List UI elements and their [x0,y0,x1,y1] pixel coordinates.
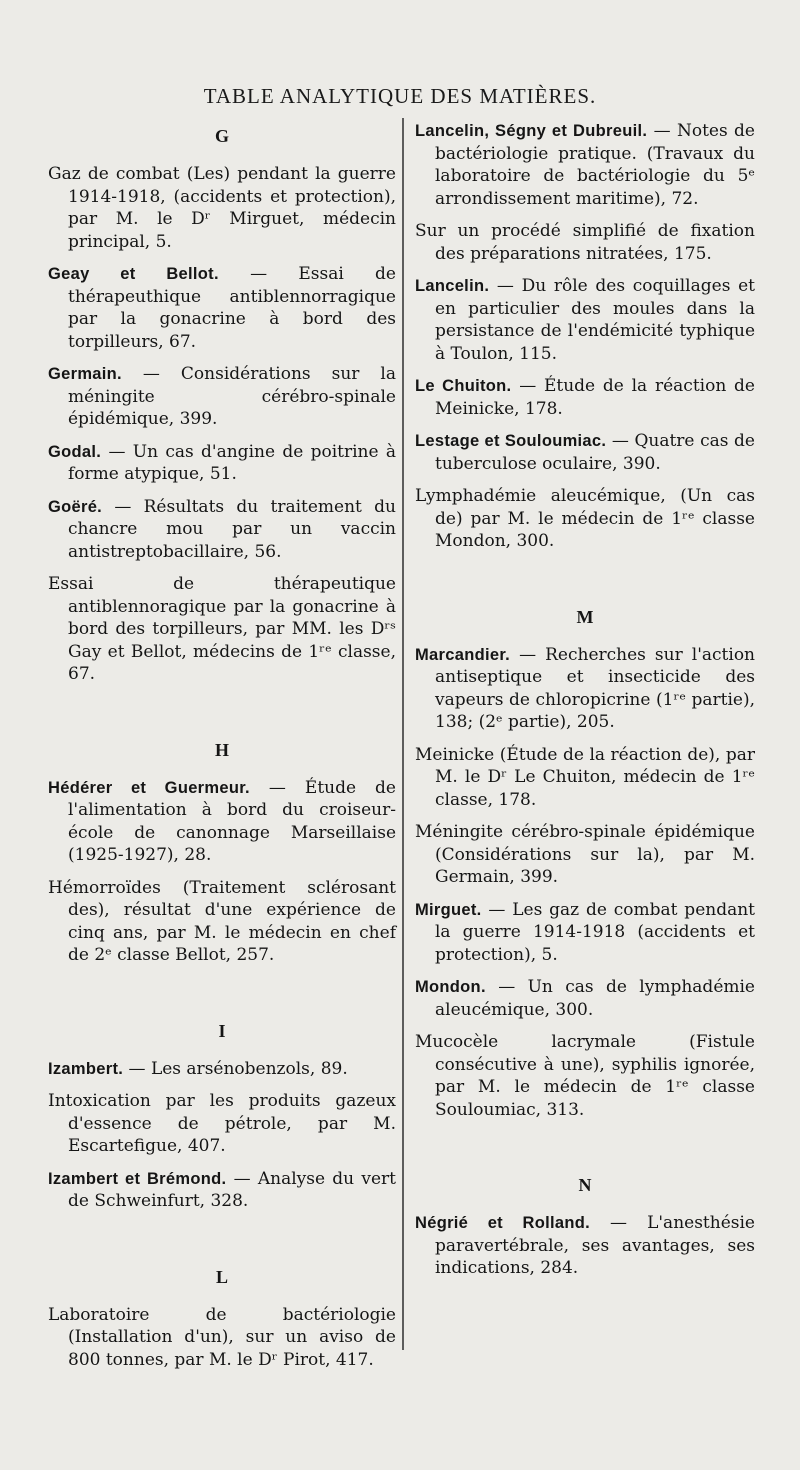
index-entry [415,485,755,553]
section-spacer [48,977,396,1015]
entry-text: Mucocèle lacrymale (Fistule consécutive à une), syphilis ignorée, par M. le médecin de 1ʳᵉ classe Souloumiac, 313. [415,1032,755,1120]
entry-text: — Résultats du traitement du chancre mou par un vaccin antistreptobacillaire, 56. [68,496,396,562]
index-entry [415,120,755,210]
entry-author: Marcandier. [415,645,511,664]
entry-text: Méningite cérébro-spinale épidémique (Considérations sur la), par M. Germain, 399. [415,822,755,887]
page-title: TABLE ANALYTIQUE DES MATIÈRES. [203,84,597,108]
entry-text: Hémorroïdes (Traitement sclérosant des), résultat d'une expérience de cinq ans, par M. le médecin en chef de 2ᵉ classe Bellot, 257. [48,877,396,965]
entry-author: Mirguet. [415,900,482,919]
column-divider [402,118,404,1350]
index-entry [415,899,755,967]
index-entry [415,744,755,812]
entry-author: Lestage et Souloumiac. [415,432,607,450]
entry-text: Gaz de combat (Les) pendant la guerre 1914-1918, (accidents et protection), par M. le Dʳ Mirguet, médecin principal, 5. [48,164,396,252]
entry-author: Négrié et Rolland. [415,1214,590,1232]
entry-author: Izambert et Brémond. [48,1169,227,1188]
index-entry [48,777,396,867]
index-entry [48,573,396,686]
index-entry [48,496,396,564]
index-entry [415,976,755,1021]
entry-text: — Analyse du vert de Schweinfurt, 328. [68,1168,396,1211]
entry-text: — L'anesthésie paravertébrale, ses avantages, ses indications, 284. [435,1213,755,1278]
index-entry [48,441,396,486]
section-spacer [48,1223,396,1261]
index-entry [48,363,396,431]
entry-author: Mondon. [415,978,486,996]
section-letter: H [214,739,229,760]
entry-author: Geay et Bellot. [48,265,219,283]
section-spacer [415,563,755,601]
entry-text: — Étude de l'alimentation à bord du croiseur-école de canonnage Marseillaise (1925-1927), 28. [68,777,396,865]
section-spacer [48,696,396,734]
entry-text: — Les arsénobenzols, 89. [123,1058,348,1079]
entry-text: — Du rôle des coquillages et en particulier des moules dans la persistance de l'endémicité typhique à Toulon, 115. [435,276,755,364]
index-entry [48,1058,396,1081]
index-entry [48,163,396,253]
index-entry [48,1168,396,1213]
entry-text: Sur un procédé simplifié de fixation des préparations nitratées, 175. [415,221,755,264]
index-entry [415,644,755,734]
entry-text: — Considérations sur la méningite cérébro-spinale épidémique, 399. [68,364,396,429]
index-entry [48,1090,396,1158]
entry-text: — Les gaz de combat pendant la guerre 1914-1918 (accidents et protection), 5. [435,899,755,965]
index-entry [415,1031,755,1121]
index-entry [415,430,755,475]
section-letter: N [578,1175,592,1195]
index-entry [415,275,755,365]
entry-text: — Un cas de lymphadémie aleucémique, 300. [435,977,755,1020]
index-entry [415,821,755,889]
index-entry [415,375,755,420]
entry-text: — Essai de thérapeuthique antiblennorragique par la gonacrine à bord des torpilleurs, 67. [68,264,396,352]
entry-text: Laboratoire de bactériologie (Installation d'un), sur un aviso de 800 tonnes, par M. le Dʳ Pirot, 417. [48,1304,396,1370]
entry-text: — Recherches sur l'action antiseptique et insecticide des vapeurs de chloropicrine (1ʳᵉ partie), 138; (2ᵉ partie), 205. [435,644,755,732]
entry-author: Goëré. [48,497,103,516]
index-entry [48,877,396,967]
entry-text: — Notes de bactériologie pratique. (Travaux du laboratoire de bactériologie du 5ᵉ arrondissement maritime), 72. [435,121,755,209]
section-letter: L [215,1266,228,1287]
entry-author: Lancelin. [415,277,490,295]
entry-text: Meinicke (Étude de la réaction de), par M. le Dʳ Le Chuiton, médecin de 1ʳᵉ classe, 178. [415,744,755,810]
index-entry [48,263,396,353]
entry-author: Le Chuiton. [415,377,512,395]
index-entry [48,1304,396,1372]
entry-text: Intoxication par les produits gazeux d'essence de pétrole, par M. Escartefigue, 407. [48,1091,396,1156]
index-entry [415,1212,755,1280]
entry-text: — Un cas d'angine de poitrine à forme atypique, 51. [68,441,396,484]
right-column [415,120,755,1290]
entry-text: — Étude de la réaction de Meinicke, 178. [435,376,755,419]
section-letter: M [576,606,594,627]
entry-author: Germain. [48,365,122,383]
entry-author: Izambert. [48,1059,124,1078]
entry-author: Godal. [48,442,102,461]
entry-text: Lymphadémie aleucémique, (Un cas de) par M. le médecin de 1ʳᵉ classe Mondon, 300. [415,486,755,551]
section-letter: G [214,126,229,146]
entry-author: Hédérer et Guermeur. [48,778,250,797]
index-entry [415,220,755,265]
left-column [48,120,396,1381]
entry-author: Lancelin, Ségny et Dubreuil. [415,122,648,140]
entry-text: Essai de thérapeutique antiblennoragique par la gonacrine à bord des torpilleurs, par MM. les Dʳˢ Gay et Bellot, médecins de 1ʳᵉ classe, 67. [48,574,396,684]
section-letter: I [218,1020,226,1041]
section-spacer [415,1131,755,1169]
entry-text: — Quatre cas de tuberculose oculaire, 390. [435,431,755,474]
